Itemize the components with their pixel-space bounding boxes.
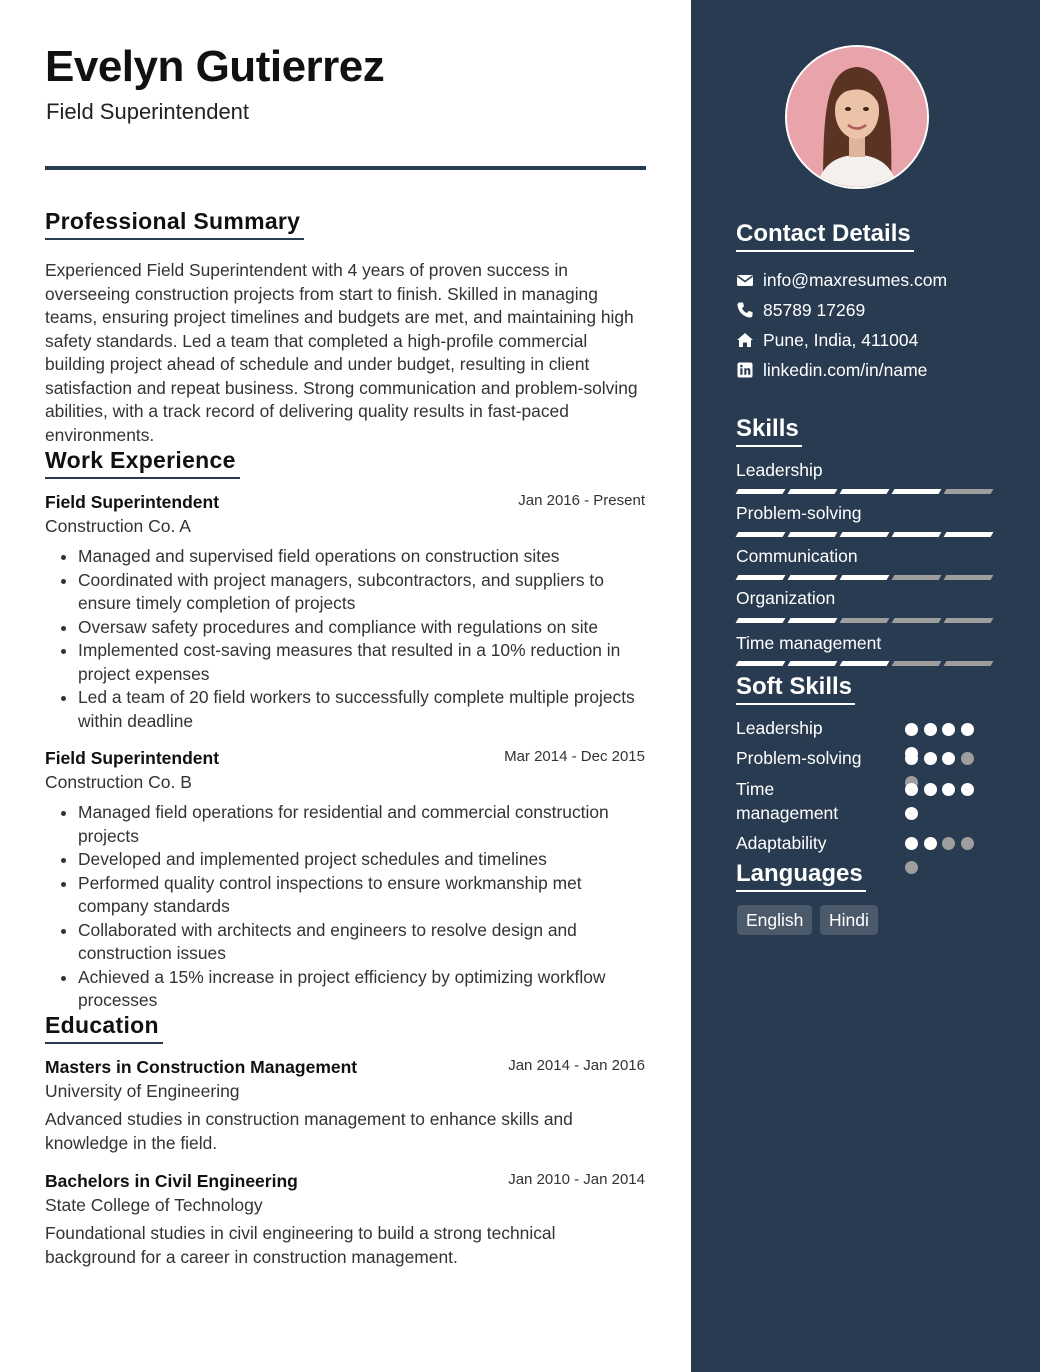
summary-text: Experienced Field Superintendent with 4 years of proven success in overseeing construction projects from start to finish. Skilled in managing teams, ensuring project timelines and budgets are met, and maintaining high safety standards. Led a team that completed a high-profile commercial building project ahead of schedule and under budget, resulting in client satisfaction and repeat business. Strong communication and problem-solving abilities, with a track record of delivering quality results in fast-paced environments. — [45, 260, 638, 445]
skill-segment — [944, 575, 994, 580]
skill-bar — [737, 661, 993, 667]
skill-segment — [892, 661, 942, 666]
skill-segment — [736, 661, 786, 666]
skill-segment — [840, 618, 890, 623]
job-bullet: • Achieved a 15% increase in project efficiency by optimizing workflow processes — [78, 966, 645, 1013]
skill-label: Communication — [736, 546, 858, 566]
skill-segment — [840, 489, 890, 494]
job-date: Mar 2014 - Dec 2015 — [504, 748, 645, 765]
rating-dot — [924, 752, 937, 765]
rating-dot — [924, 783, 937, 796]
job-bullet: • Performed quality control inspections to ensure workmanship met company standards — [78, 872, 645, 919]
skill-segment — [840, 532, 890, 537]
job-title: Field Superintendent — [45, 748, 220, 768]
rating-dot — [905, 837, 918, 850]
skill-segment — [788, 575, 838, 580]
skill-segment — [736, 618, 786, 623]
rating-dot — [924, 723, 937, 736]
skill-segment — [788, 489, 838, 494]
skill-segment — [944, 661, 994, 666]
education-entry — [45, 1171, 645, 1269]
skill-label: Leadership — [736, 460, 823, 480]
job-bullets — [45, 801, 645, 1013]
skill-label: Organization — [736, 588, 836, 608]
education-description: Foundational studies in civil engineering to build a strong technical background for a career in construction management. — [45, 1223, 556, 1267]
job-bullets — [45, 545, 645, 733]
soft-skill-label: Adaptability — [736, 833, 827, 853]
job-bullet: • Led a team of 20 field workers to successfully complete multiple projects within deadline — [78, 686, 645, 733]
job-entry — [45, 492, 645, 733]
skill-segment — [892, 489, 942, 494]
skill-segment — [736, 575, 786, 580]
contact-phone[interactable] — [736, 300, 865, 321]
candidate-title: Field Superintendent — [46, 99, 250, 124]
skill-segment — [892, 532, 942, 537]
rating-dot — [905, 752, 918, 765]
job-bullet: • Managed and supervised field operations on construction sites — [78, 545, 645, 569]
skill-label: Time management — [736, 633, 882, 653]
job-entry — [45, 748, 645, 1013]
envelope-icon — [736, 271, 754, 289]
skill-segment — [944, 618, 994, 623]
languages-heading: Languages — [736, 860, 866, 892]
job-bullet: • Developed and implemented project schedules and timelines — [78, 848, 645, 872]
soft-skill-label: Time management — [736, 779, 839, 823]
education-date: Jan 2014 - Jan 2016 — [508, 1057, 645, 1074]
rating-dot — [905, 807, 918, 820]
degree-title: Bachelors in Civil Engineering — [45, 1171, 298, 1191]
skill-segment — [788, 532, 838, 537]
skill-segment — [944, 489, 994, 494]
contact-email-text: info@maxresumes.com — [763, 270, 948, 290]
language-tag-hindi: Hindi — [820, 905, 878, 935]
job-bullet: • Managed field operations for residential and commercial construction projects — [78, 801, 645, 848]
education-date: Jan 2010 - Jan 2014 — [508, 1171, 645, 1188]
education-heading: Education — [45, 1012, 163, 1044]
skills-heading: Skills — [736, 415, 802, 447]
rating-dot — [905, 783, 918, 796]
job-title: Field Superintendent — [45, 492, 220, 512]
degree-title: Masters in Construction Management — [45, 1057, 358, 1077]
rating-dot — [961, 723, 974, 736]
job-bullet: • Oversaw safety procedures and compliance with regulations on site — [78, 616, 645, 640]
skill-segment — [892, 618, 942, 623]
rating-dot — [905, 723, 918, 736]
rating-dot — [942, 837, 955, 850]
job-company: Construction Co. A — [45, 516, 191, 536]
skill-segment — [736, 489, 786, 494]
linkedin-icon — [736, 361, 754, 379]
contact-linkedin-text: linkedin.com/in/name — [763, 360, 928, 380]
job-company: Construction Co. B — [45, 772, 192, 792]
contact-email[interactable] — [736, 270, 947, 291]
rating-dot — [961, 837, 974, 850]
experience-heading: Work Experience — [45, 447, 240, 479]
contact-linkedin[interactable] — [736, 360, 927, 381]
rating-dot — [942, 723, 955, 736]
job-bullet: • Implemented cost-saving measures that resulted in a 10% reduction in project expenses — [78, 639, 645, 686]
contact-address — [736, 330, 918, 351]
skill-bar — [737, 489, 993, 495]
skill-segment — [736, 532, 786, 537]
phone-icon — [736, 301, 754, 319]
home-icon — [736, 331, 754, 349]
skill-segment — [788, 618, 838, 623]
skill-segment — [892, 575, 942, 580]
skill-segment — [788, 661, 838, 666]
school-name: University of Engineering — [45, 1081, 240, 1101]
education-description: Advanced studies in construction management to enhance skills and knowledge in the field. — [45, 1109, 573, 1153]
rating-dot — [924, 837, 937, 850]
contact-heading: Contact Details — [736, 220, 914, 252]
profile-photo — [785, 45, 929, 189]
rating-dot — [942, 783, 955, 796]
contact-phone-text: 85789 17269 — [763, 300, 866, 320]
soft-skills-heading: Soft Skills — [736, 673, 855, 705]
skill-bar — [737, 575, 993, 581]
skill-label: Problem-solving — [736, 503, 862, 523]
rating-dot — [942, 752, 955, 765]
job-date: Jan 2016 - Present — [518, 492, 645, 509]
education-entry — [45, 1057, 645, 1155]
job-bullet: • Collaborated with architects and engineers to resolve design and construction issues — [78, 919, 645, 966]
soft-skill-label: Problem-solving — [736, 748, 862, 768]
rating-dot — [961, 783, 974, 796]
skill-segment — [944, 532, 994, 537]
rating-dot — [961, 752, 974, 765]
sidebar — [691, 0, 1040, 1372]
job-bullet: • Coordinated with project managers, subcontractors, and suppliers to ensure timely completion of projects — [78, 569, 645, 616]
summary-heading: Professional Summary — [45, 208, 304, 240]
header-divider — [45, 166, 646, 170]
soft-skill-label: Leadership — [736, 718, 823, 738]
skill-segment — [840, 661, 890, 666]
avatar-illustration — [787, 47, 927, 187]
language-tag-english: English — [737, 905, 812, 935]
contact-address-text: Pune, India, 411004 — [763, 330, 919, 350]
skill-segment — [840, 575, 890, 580]
rating-dot — [905, 861, 918, 874]
skill-bar — [737, 532, 993, 538]
school-name: State College of Technology — [45, 1195, 263, 1215]
candidate-name: Evelyn Gutierrez — [45, 42, 385, 91]
skill-bar — [737, 618, 993, 624]
